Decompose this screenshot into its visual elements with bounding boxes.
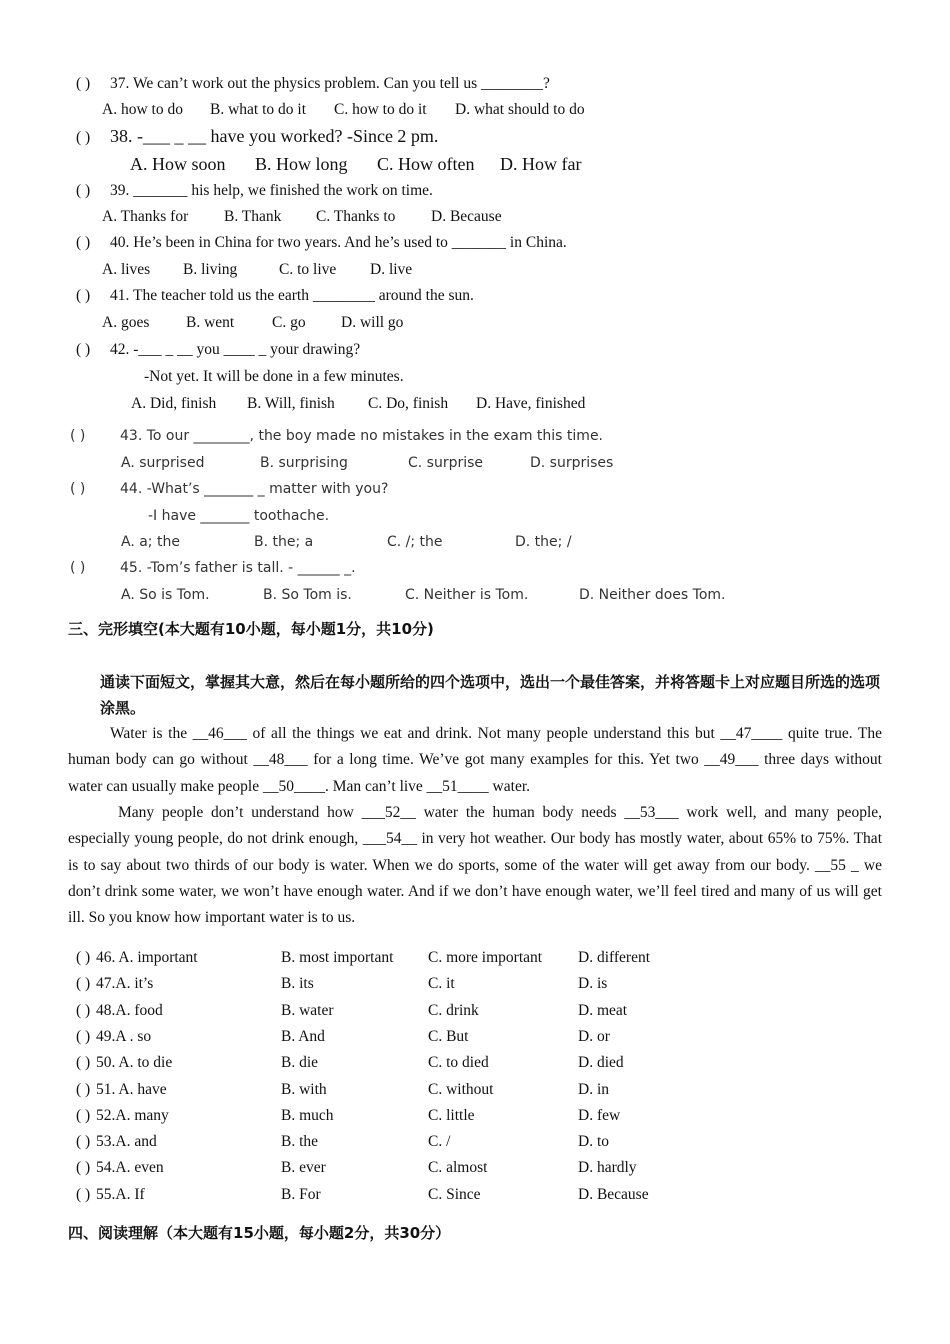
option-a[interactable]: 47.A. it’s <box>96 975 154 992</box>
option-b[interactable]: B. with <box>281 1081 327 1098</box>
option-a[interactable]: 52.A. many <box>96 1107 169 1124</box>
option-c[interactable]: C. how to do it <box>334 101 427 118</box>
question-45-options <box>121 585 725 605</box>
option-d[interactable]: D. meat <box>578 1002 628 1019</box>
option-c[interactable]: C. surprise <box>408 455 484 471</box>
option-a[interactable]: 55.A. If <box>96 1186 145 1203</box>
option-b[interactable]: B. most important <box>281 949 394 966</box>
option-b[interactable]: B. die <box>281 1054 319 1071</box>
option-d[interactable]: D. few <box>578 1107 621 1124</box>
option-a[interactable]: A. goes <box>102 314 150 331</box>
option-c[interactable]: C. Thanks to <box>316 208 396 225</box>
option-a[interactable]: 48.A. food <box>96 1002 163 1019</box>
option-a[interactable]: 46. A. important <box>96 949 198 966</box>
question-42-stem: ( ) 42. -___ _ __ you ____ _ your drawing? <box>76 341 361 358</box>
option-c[interactable]: C. almost <box>428 1159 488 1176</box>
question-44-response: -I have _______ toothache. <box>148 508 330 524</box>
question-43-options <box>121 453 613 473</box>
option-b[interactable]: B. ever <box>281 1159 326 1176</box>
option-c[interactable]: C. drink <box>428 1002 479 1019</box>
option-d[interactable]: D. to <box>578 1133 609 1150</box>
option-c[interactable]: C. /; the <box>387 534 443 550</box>
option-c[interactable]: C. Do, finish <box>368 395 449 412</box>
option-c[interactable]: C. little <box>428 1107 475 1124</box>
option-a[interactable]: 54.A. even <box>96 1159 164 1176</box>
option-c[interactable]: C. to died <box>428 1054 489 1071</box>
option-a[interactable]: A. Thanks for <box>102 208 189 225</box>
cloze-paragraph-2: Many people don’t understand how ___52__ water the human body needs __53___ work well, and many people, especially young people, do not drink enough, ___54__ in very hot weather. Our body has mostly water, about 65% to 75%. That is to say about two thirds of our body is water. When we do sports, some of the water will get away from our body. __55 _ we don’t drink some water, we won’t have enough water. And if we don’t have enough water, we’ll feel tired and many of us will get ill. So you know how important water is to us. <box>68 804 882 927</box>
question-42-options <box>131 394 585 414</box>
option-b[interactable]: B. the <box>281 1133 319 1150</box>
option-d[interactable]: D. died <box>578 1054 624 1071</box>
question-39-options <box>102 207 502 227</box>
option-b[interactable]: B. How long <box>255 154 348 174</box>
option-d[interactable]: D. live <box>370 261 413 278</box>
option-a[interactable]: A. So is Tom. <box>121 587 210 603</box>
option-b[interactable]: B. For <box>281 1186 321 1203</box>
option-d[interactable]: D. the; / <box>515 534 572 550</box>
option-d[interactable]: D. Because <box>431 208 502 225</box>
option-c[interactable]: C. How often <box>377 154 475 174</box>
option-d[interactable]: D. what should to do <box>455 101 585 118</box>
option-b[interactable]: B. the; a <box>254 534 314 550</box>
option-d[interactable]: D. hardly <box>578 1159 637 1176</box>
option-c[interactable]: C. / <box>428 1133 451 1150</box>
option-b[interactable]: B. Will, finish <box>247 395 335 412</box>
option-a[interactable]: A. how to do <box>102 101 183 118</box>
option-b[interactable]: B. surprising <box>260 455 348 471</box>
option-b[interactable]: B. living <box>183 261 238 278</box>
question-37-stem: ( ) 37. We can’t work out the physics problem. Can you tell us ________? <box>76 75 550 92</box>
option-d[interactable]: D. How far <box>500 154 582 174</box>
option-c[interactable]: C. go <box>272 314 306 331</box>
option-c[interactable]: C. without <box>428 1081 494 1098</box>
option-b[interactable]: B. what to do it <box>210 101 307 118</box>
question-40-stem: ( ) 40. He’s been in China for two years. And he’s used to _______ in China. <box>76 234 567 251</box>
option-d[interactable]: D. will go <box>341 314 404 331</box>
option-a[interactable]: A. lives <box>102 261 151 278</box>
option-b[interactable]: B. Thank <box>224 208 282 225</box>
option-a[interactable]: 50. A. to die <box>96 1054 173 1071</box>
option-c[interactable]: C. it <box>428 975 455 992</box>
option-c[interactable]: C. Since <box>428 1186 481 1203</box>
question-42-response: -Not yet. It will be done in a few minutes. <box>144 368 404 385</box>
option-d[interactable]: D. or <box>578 1028 610 1045</box>
option-d[interactable]: D. Have, finished <box>476 395 586 412</box>
option-a[interactable]: A. surprised <box>121 455 205 471</box>
cloze-paragraph-1: Water is the __46___ of all the things we eat and drink. Not many people understand this but __47____ quite true. The human body can go without __48___ for a long time. We’ve got many examples for this. Yet two __49___ three days without water can usually make people __50____. Man can’t live __51____ water. <box>68 725 882 795</box>
option-b[interactable]: B. went <box>186 314 235 331</box>
option-b[interactable]: B. water <box>281 1002 334 1019</box>
option-d[interactable]: D. Neither does Tom. <box>579 587 726 603</box>
question-40-options <box>102 260 412 280</box>
question-37-options <box>102 100 585 120</box>
section-4-title: 四、阅读理解（本大题有15小题，每小题2分，共30分） <box>68 1224 451 1242</box>
section-3-title: 三、完形填空(本大题有10小题，每小题1分，共10分) <box>68 620 434 638</box>
question-39-stem: ( ) 39. _______ his help, we finished the work on time. <box>76 182 433 199</box>
option-b[interactable]: B. So Tom is. <box>263 587 352 603</box>
option-b[interactable]: B. its <box>281 975 314 992</box>
option-d[interactable]: D. surprises <box>530 455 614 471</box>
option-a[interactable]: 53.A. and <box>96 1133 157 1150</box>
option-c[interactable]: C. But <box>428 1028 469 1045</box>
question-44-options <box>121 532 572 552</box>
question-45-stem: ( ) 45. -Tom’s father is tall. - ______ _. <box>70 560 356 576</box>
option-c[interactable]: C. more important <box>428 949 543 966</box>
question-41-stem: ( ) 41. The teacher told us the earth ________ around the sun. <box>76 287 474 304</box>
option-a[interactable]: A. a; the <box>121 534 180 550</box>
option-c[interactable]: C. Neither is Tom. <box>405 587 529 603</box>
question-38-options <box>130 152 581 176</box>
question-41-options <box>102 313 403 333</box>
option-a[interactable]: 49.A . so <box>96 1028 152 1045</box>
option-c[interactable]: C. to live <box>279 261 337 278</box>
option-d[interactable]: D. in <box>578 1081 609 1098</box>
section-3-instruction: 通读下面短文，掌握其大意，然后在每小题所给的四个选项中，选出一个最佳答案，并将答题卡上对应题目所选的选项涂黑。 <box>100 673 881 717</box>
option-b[interactable]: B. much <box>281 1107 334 1124</box>
option-a[interactable]: A. How soon <box>130 154 226 174</box>
option-d[interactable]: D. different <box>578 949 651 966</box>
option-a[interactable]: A. Did, finish <box>131 395 217 412</box>
question-43-stem: ( ) 43. To our ________, the boy made no mistakes in the exam this time. <box>70 428 604 444</box>
option-d[interactable]: D. is <box>578 975 608 992</box>
option-b[interactable]: B. And <box>281 1028 325 1045</box>
question-44-stem: ( ) 44. -What’s _______ _ matter with you? <box>70 481 389 497</box>
option-a[interactable]: 51. A. have <box>96 1081 167 1098</box>
option-d[interactable]: D. Because <box>578 1186 649 1203</box>
question-38-stem: ( ) 38. -___ _ __ have you worked? -Since 2 pm. <box>76 126 439 146</box>
